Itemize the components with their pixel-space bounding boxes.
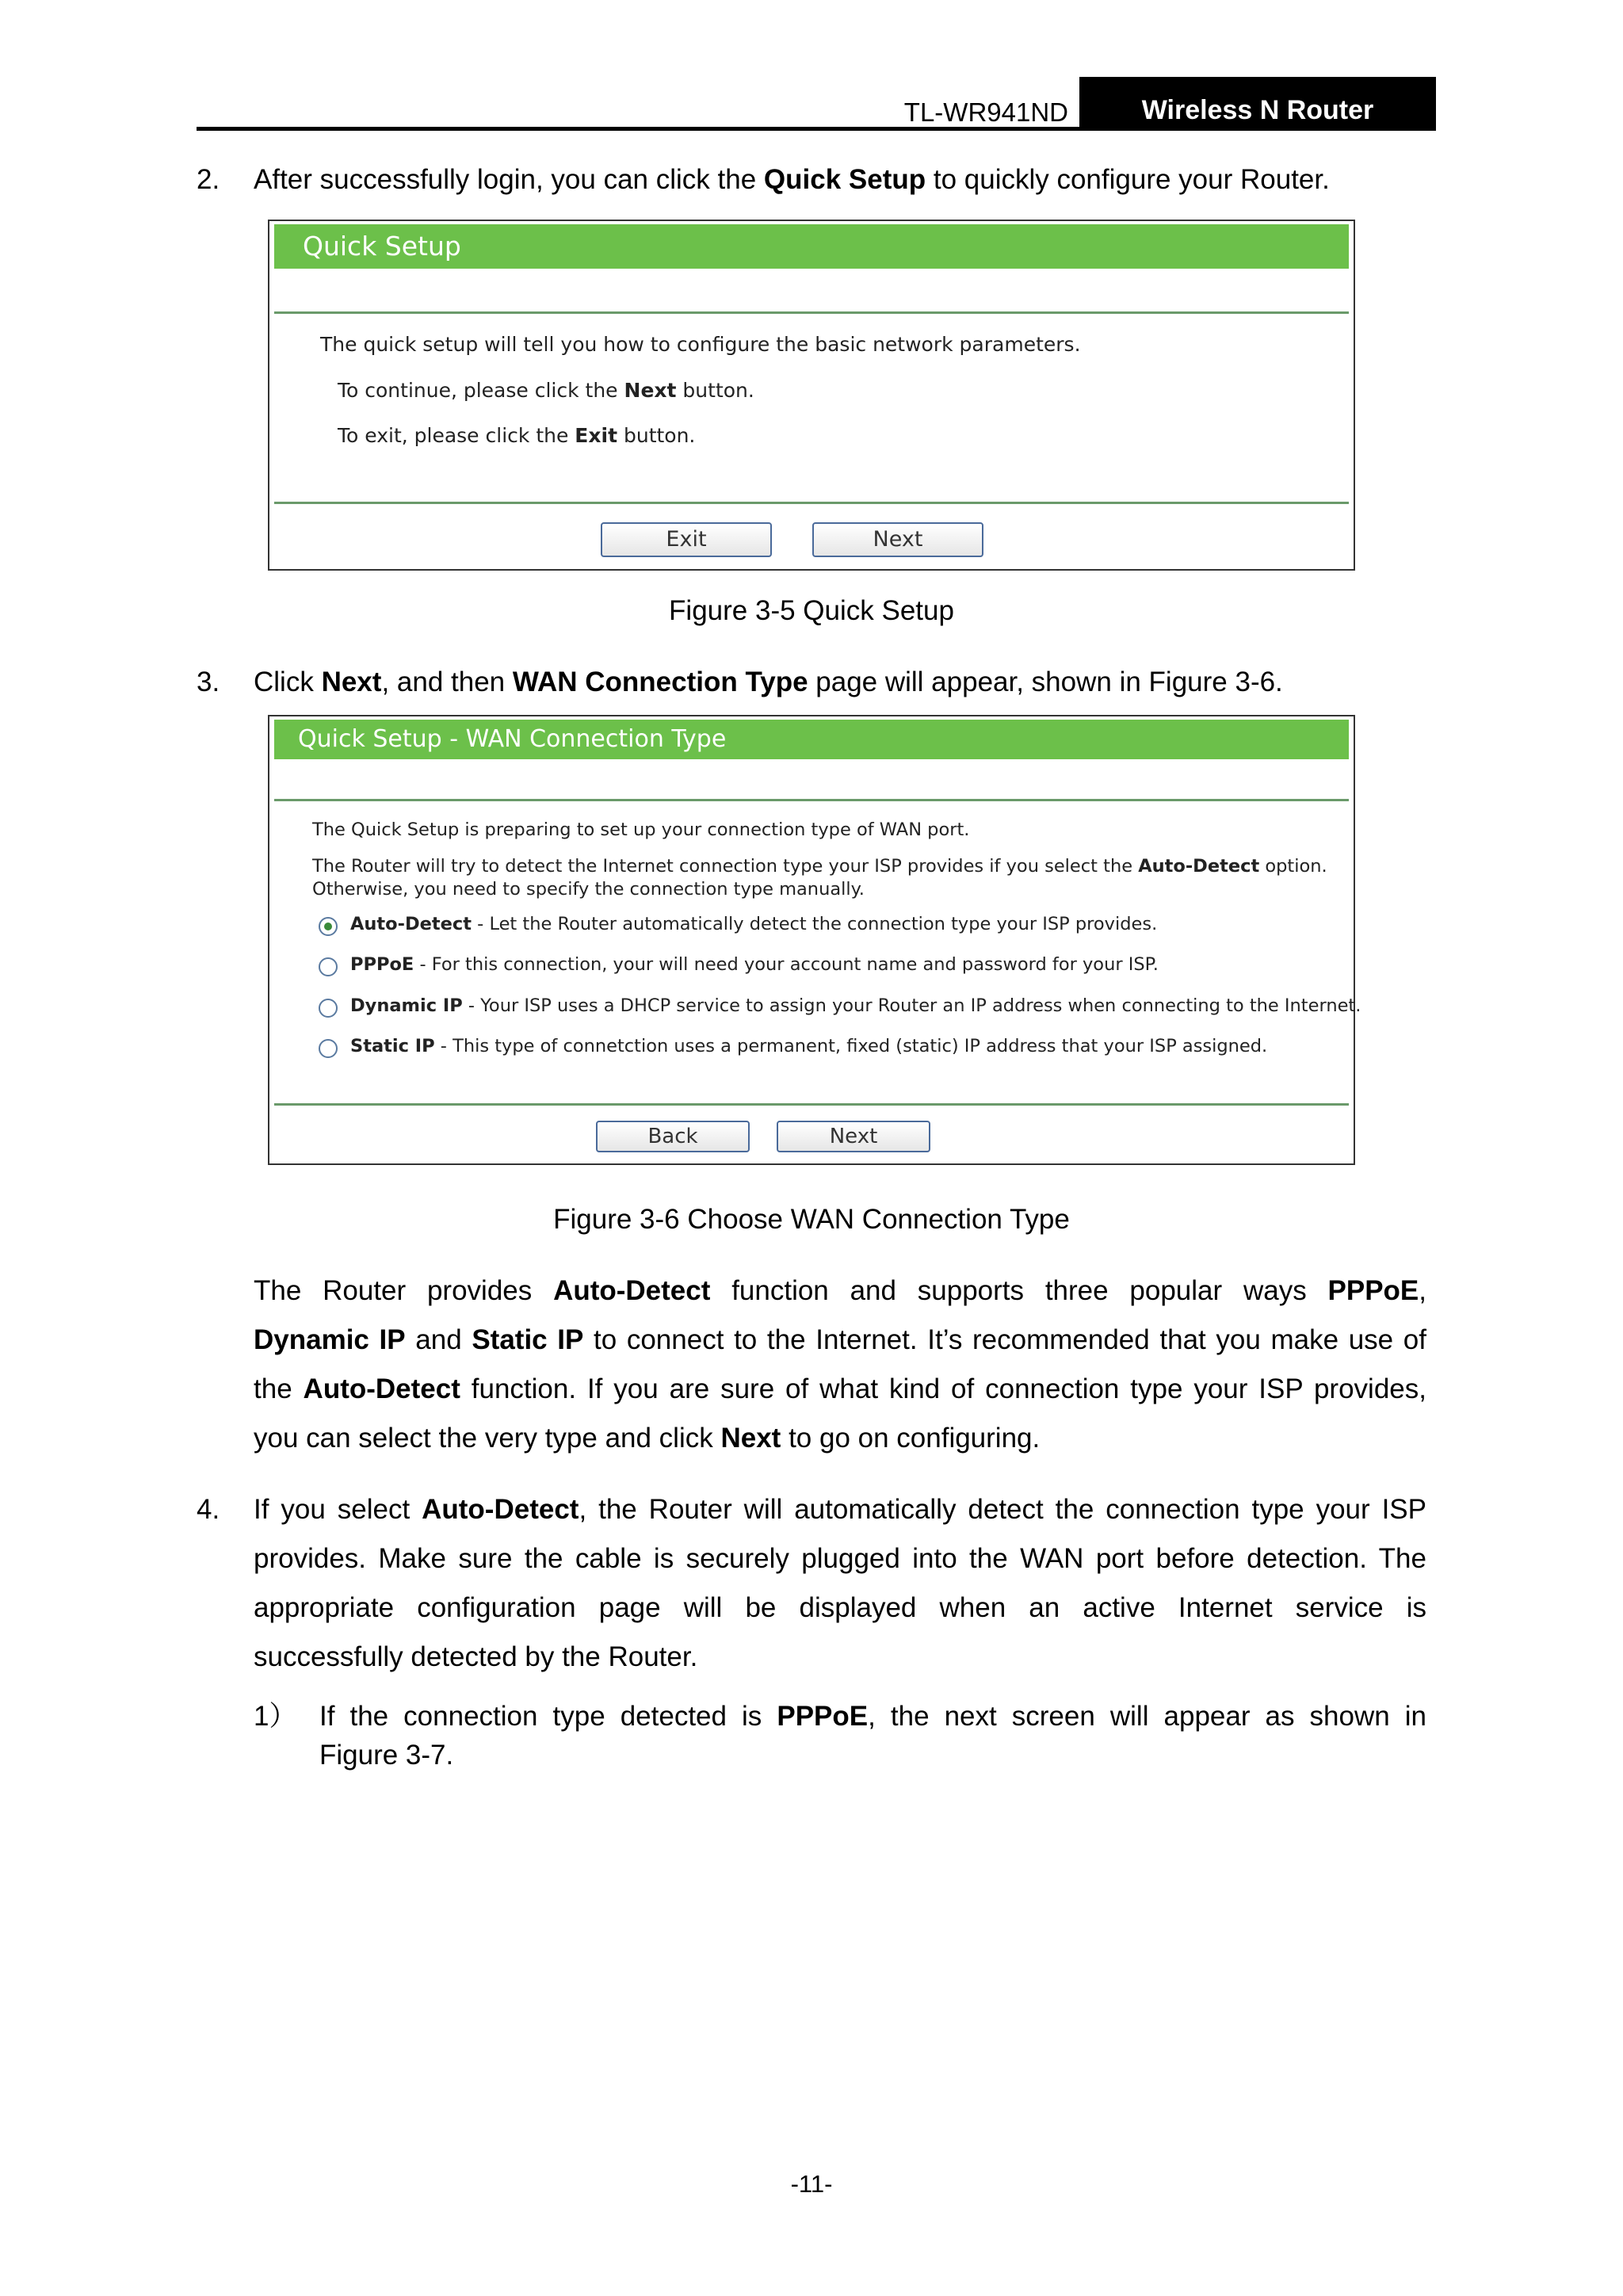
step-4-line-1: If you select Auto-Detect, the Router will automatically detect the connection type your ISP xyxy=(254,1494,1426,1525)
sub-step-1-number: 1） xyxy=(254,1701,297,1732)
header-model: TL-WR941ND xyxy=(903,97,1068,127)
para-auto-detect-line-3: the Auto-Detect function. If you are sure of what kind of connection type your ISP provides, xyxy=(254,1373,1426,1404)
quick-setup-intro: The quick setup will tell you how to configure the basic network parameters. xyxy=(320,333,1081,356)
quick-setup-title: Quick Setup xyxy=(274,224,1349,269)
step-4-line-2: provides. Make sure the cable is securely plugged into the WAN port before detection. The xyxy=(254,1543,1426,1574)
quick-setup-exit-hint: To exit, please click the Exit button. xyxy=(338,424,696,447)
page-number: -11- xyxy=(790,2170,833,2198)
step-4-line-3: appropriate configuration page will be displayed when an active Internet service is xyxy=(254,1592,1426,1623)
radio-auto-detect[interactable] xyxy=(319,917,338,936)
step-4-number: 4. xyxy=(197,1494,220,1525)
wan-manual-line: Otherwise, you need to specify the connection type manually. xyxy=(312,879,865,900)
wan-intro-line: The Quick Setup is preparing to set up your connection type of WAN port. xyxy=(312,819,970,840)
para-auto-detect-line-2: Dynamic IP and Static IP to connect to the Internet. It’s recommended that you make use of xyxy=(254,1324,1426,1355)
next-button[interactable]: Next xyxy=(812,522,983,557)
panel-divider xyxy=(274,1103,1349,1106)
wan-detect-line: The Router will try to detect the Internet connection type your ISP provides if you select the Auto-Detect option. xyxy=(312,856,1327,877)
option-static-ip: Static IP - This type of connetction uses a permanent, fixed (static) IP address that your ISP assigned. xyxy=(350,1036,1268,1056)
figure-3-6-caption: Figure 3-6 Choose WAN Connection Type xyxy=(553,1204,1070,1235)
step-3-text: Click Next, and then WAN Connection Type page will appear, shown in Figure 3-6. xyxy=(254,667,1283,697)
quick-setup-panel xyxy=(268,220,1355,571)
radio-dynamic-ip[interactable] xyxy=(319,999,338,1018)
back-button[interactable]: Back xyxy=(596,1121,750,1152)
step-4-line-4: successfully detected by the Router. xyxy=(254,1641,698,1672)
option-auto-detect: Auto-Detect - Let the Router automatically detect the connection type your ISP provides. xyxy=(350,914,1158,934)
step-2-text: After successfully login, you can click the Quick Setup to quickly configure your Router. xyxy=(254,164,1330,195)
sub-step-1-line-2: Figure 3-7. xyxy=(319,1740,454,1771)
radio-static-ip[interactable] xyxy=(319,1039,338,1058)
exit-button[interactable]: Exit xyxy=(601,522,772,557)
option-dynamic-ip: Dynamic IP - Your ISP uses a DHCP service to assign your Router an IP address when connecting to the Internet. xyxy=(350,995,1361,1016)
header-rule xyxy=(197,127,1083,131)
step-3-number: 3. xyxy=(197,667,220,697)
sub-step-1-line-1: If the connection type detected is PPPoE, the next screen will appear as shown in xyxy=(319,1701,1427,1732)
option-pppoe: PPPoE - For this connection, your will need your account name and password for your ISP. xyxy=(350,954,1159,975)
panel-divider xyxy=(274,311,1349,314)
wan-connection-type-panel xyxy=(268,715,1361,1165)
para-auto-detect-line-1: The Router provides Auto-Detect function and supports three popular ways PPPoE, xyxy=(254,1275,1426,1306)
wan-connection-type-title: Quick Setup - WAN Connection Type xyxy=(274,720,1349,759)
panel-divider xyxy=(274,799,1349,801)
quick-setup-continue-hint: To continue, please click the Next button. xyxy=(338,379,754,402)
radio-pppoe[interactable] xyxy=(319,957,338,976)
next-button[interactable]: Next xyxy=(777,1121,930,1152)
step-2-number: 2. xyxy=(197,164,220,195)
header-product-badge: Wireless N Router xyxy=(1079,77,1436,131)
para-auto-detect-line-4: you can select the very type and click Next to go on configuring. xyxy=(254,1423,1041,1454)
figure-3-5-caption: Figure 3-5 Quick Setup xyxy=(669,595,954,626)
panel-divider xyxy=(274,502,1349,504)
